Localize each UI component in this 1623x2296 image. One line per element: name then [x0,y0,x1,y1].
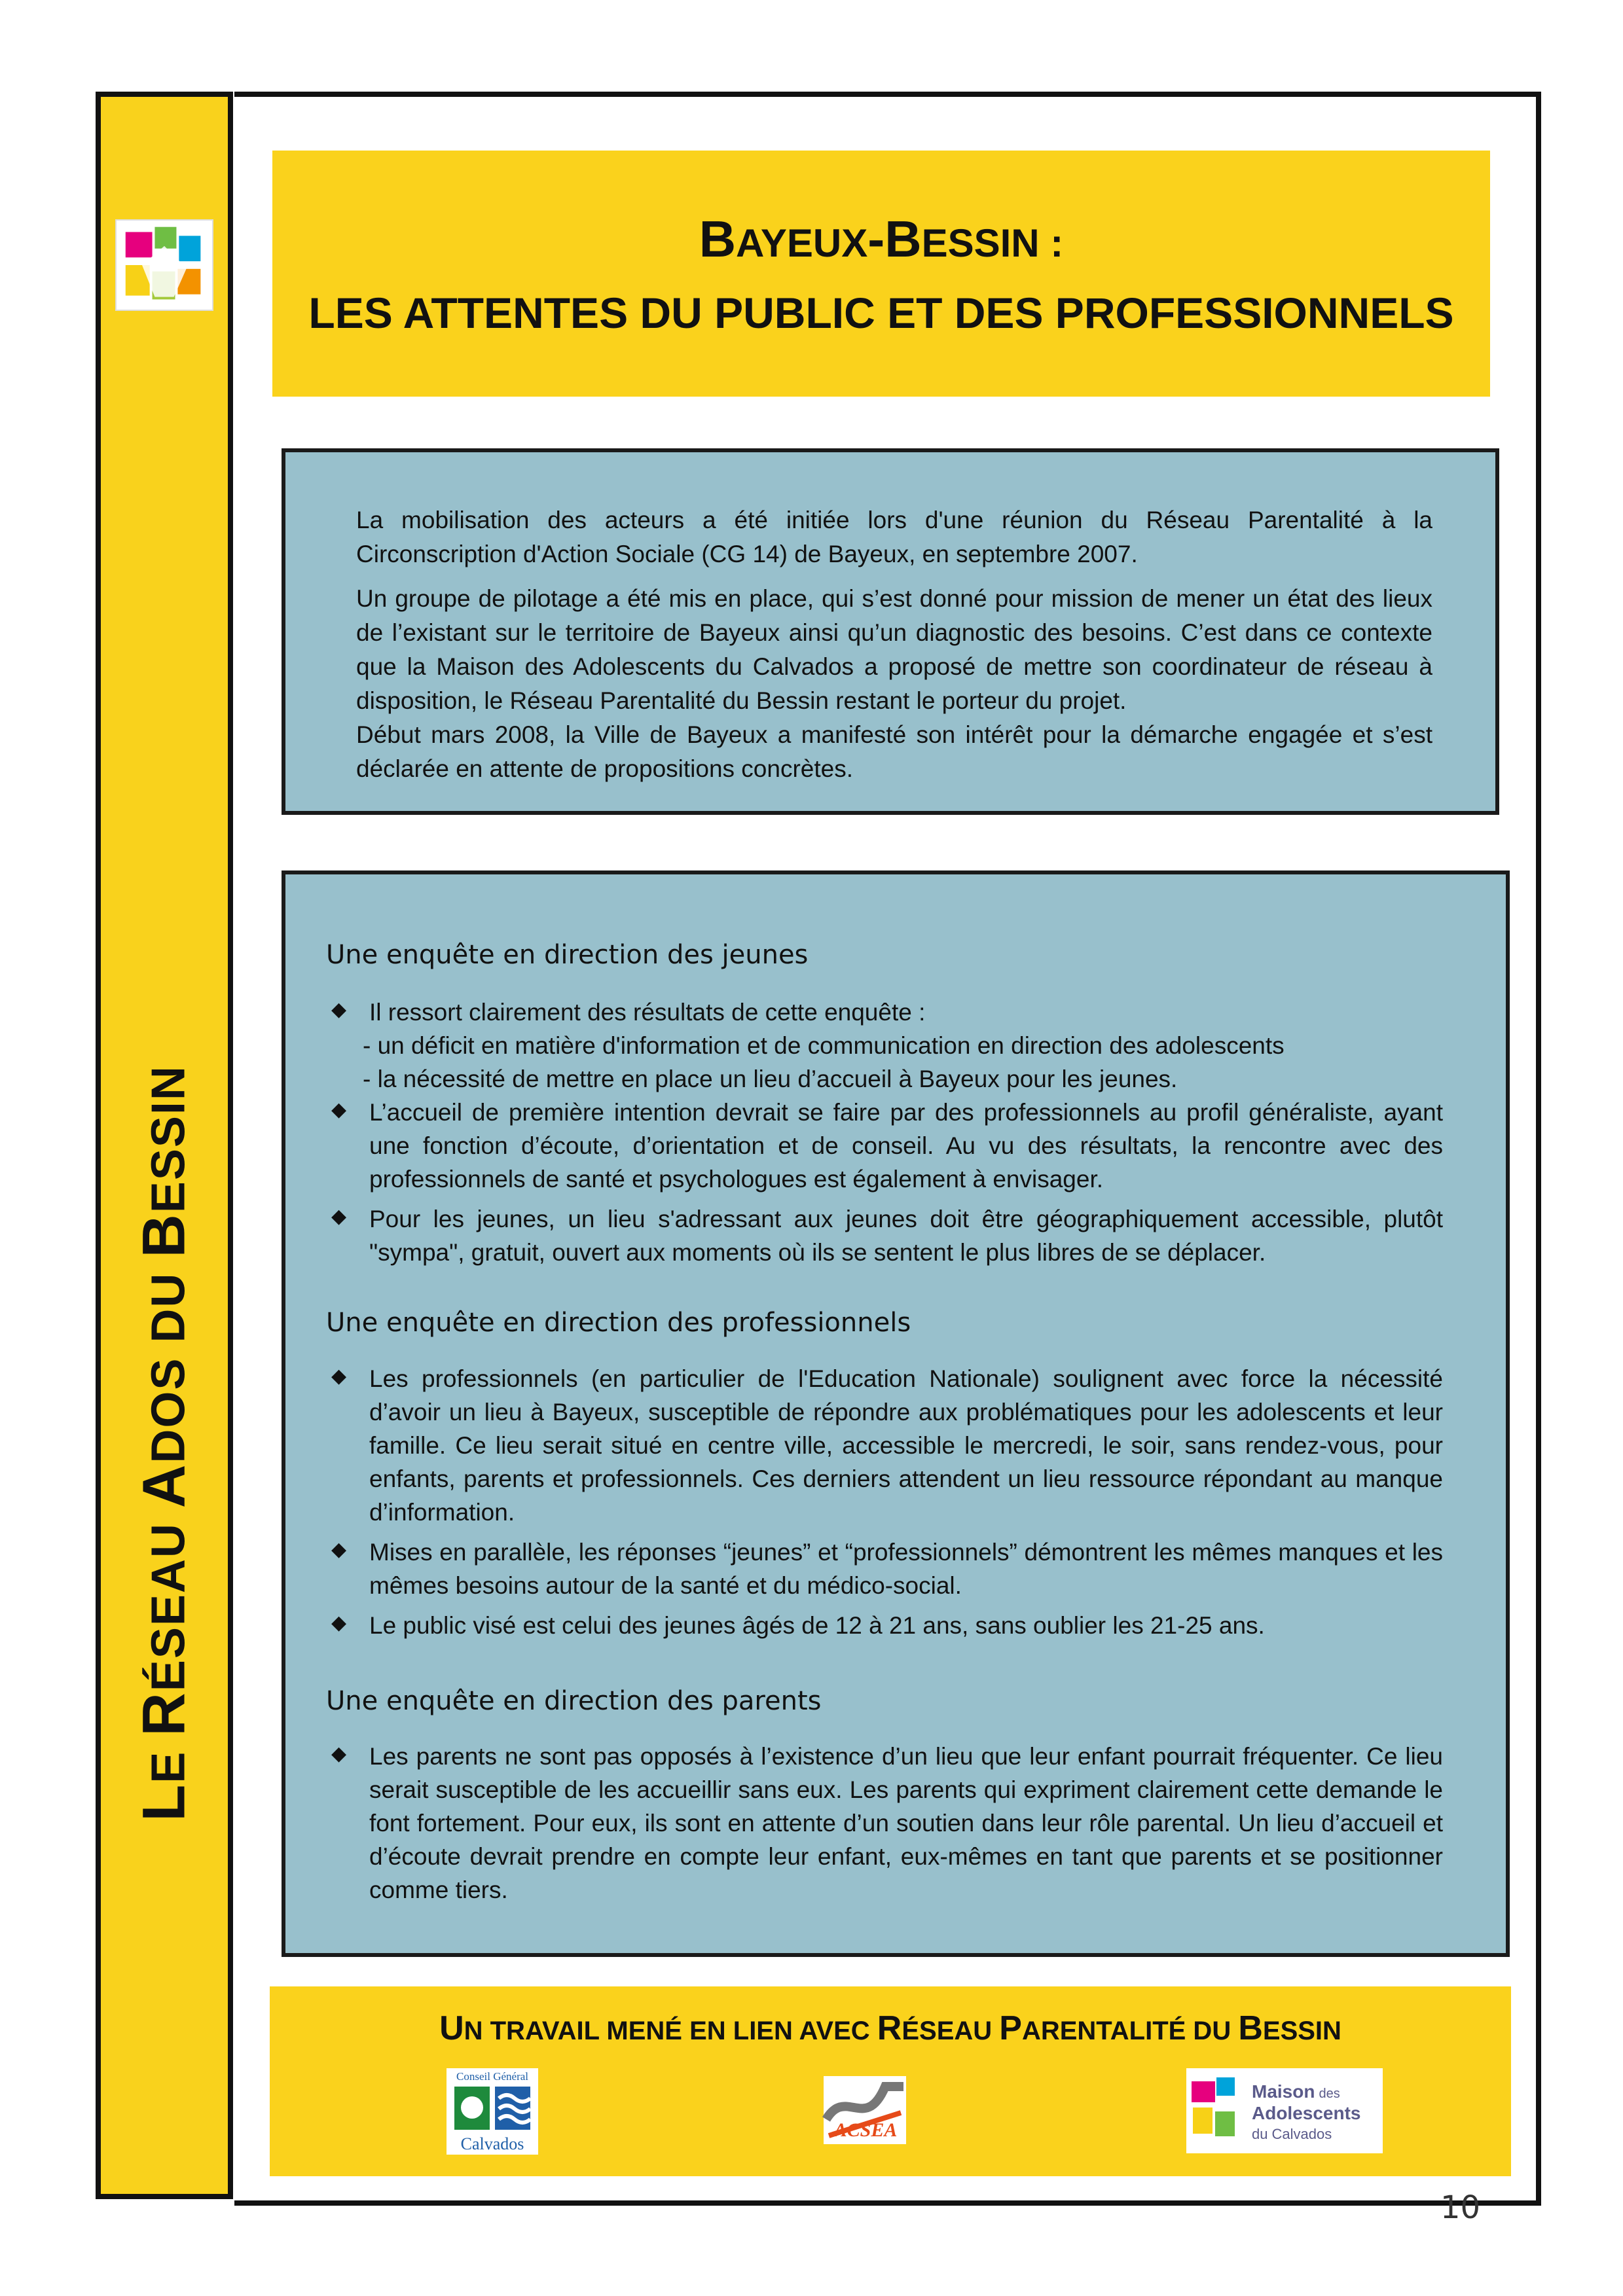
diamond-bullet-icon: ◆ [331,999,347,1020]
svg-text:Calvados: Calvados [460,2134,524,2153]
svg-text:Maisondes: Maison des [1252,2081,1340,2102]
bullet-list-parents [326,1740,1443,1907]
svg-text:Adolescents: Adolescents [1252,2103,1361,2123]
maison-ados-logo [115,219,213,311]
list-item: ◆ Il ressort clairement des résultats de cette enquête : - un déficit en matière d'information et de communication en direction des adolescents - la nécessité de mettre en place un lieu d’accueil à Bayeux pour les jeunes. [326,996,1443,1096]
sub-item: - la nécessité de mettre en place un lieu d’accueil à Bayeux pour les jeunes. [363,1066,1178,1092]
intro-paragraph: Un groupe de pilotage a été mis en place, qui s’est donné pour mission de mener un état des lieux de l’existant sur le territoire de Bayeux ainsi qu’un diagnostic des besoins. C’est dans ce contexte que la Maison des Adolescents du Calvados a proposé de mettre son coordinateur de réseau à disposition, le Réseau Parentalité du Bessin restant le porteur du projet. [356,585,1432,714]
section-heading-professionnels: Une enquête en direction des professionnels [326,1308,911,1338]
intro-paragraph: La mobilisation des acteurs a été initiée lors d'une réunion du Réseau Parentalité à la Circonscription d'Action Sociale (CG 14) de Bayeux, en septembre 2007. [356,507,1432,567]
list-item: ◆ Les professionnels (en particulier de l'Education Nationale) soulignent avec force la nécessité d’avoir un lieu à Bayeux, susceptible de répondre aux problématiques pour les adolescents et leur famille. Ce lieu serait situé en centre ville, accessible le mercredi, le soir, sans rendez-vous, pour enfants, parents et professionnels. Ces derniers attendent un lieu ressource répondant au manque d’information. [326,1362,1443,1529]
list-item: ◆ Le public visé est celui des jeunes âgés de 12 à 21 ans, sans oublier les 21-25 ans. [326,1609,1443,1642]
bullet-list-professionnels [326,1362,1443,1642]
conseil-general-calvados-logo [447,2068,538,2155]
diamond-bullet-icon: ◆ [331,1539,347,1560]
intro-box [282,448,1499,815]
section-heading-parents: Une enquête en direction des parents [326,1686,822,1716]
footer-banner [270,1986,1511,2176]
page-subtitle: LES ATTENTES DU PUBLIC ET DES PROFESSIONNELS [308,289,1454,337]
list-item: ◆ Les parents ne sont pas opposés à l’existence d’un lieu que leur enfant pourrait fréquenter. Ce lieu serait susceptible de les accueillir sans eux. Les parents qui expriment clairement cette demande le font fortement. Pour eux, ils sont en attente d’un soutien dans leur rôle parental. Un lieu d’accueil et d’écoute devrait prendre en compte leur enfant, eux-mêmes en tant que parents et se positionner comme tiers. [326,1740,1443,1907]
svg-text:duCalvados: du Calvados [1252,2126,1332,2142]
svg-text:ACSEA: ACSEA [833,2119,898,2141]
list-item: ◆ L’accueil de première intention devrait se faire par des professionnels au profil généraliste, ayant une fonction d’écoute, d’orientation et de conseil. Au vu des résultats, la rencontre avec des professionnels de santé et psychologues est également à envisager. [326,1096,1443,1196]
intro-paragraph: Début mars 2008, la Ville de Bayeux a manifesté son intérêt pour la démarche engagée et s’est déclarée en attente de propositions concrètes. [356,721,1432,782]
surveys-box [282,870,1510,1957]
list-item: ◆ Mises en parallèle, les réponses “jeunes” et “professionnels” démontrent les mêmes manques et les mêmes besoins autour de la santé et du médico-social. [326,1535,1443,1602]
svg-text:Conseil Général: Conseil Général [456,2070,528,2083]
page-title: BAYEUX-BESSIN : [699,210,1064,268]
diamond-bullet-icon: ◆ [331,1365,347,1387]
header-banner [272,151,1490,397]
intro-text [356,503,1432,786]
section-heading-jeunes: Une enquête en direction des jeunes [326,940,809,970]
maison-des-adolescents-logo [1186,2068,1383,2153]
bullet-list-jeunes [326,996,1443,1269]
diamond-bullet-icon: ◆ [331,1612,347,1634]
footer-title: UN TRAVAIL MENÉ EN LIEN AVEC RÉSEAU PARENTALITÉ DU BESSIN [439,2009,1341,2047]
list-item: ◆ Pour les jeunes, un lieu s'adressant aux jeunes doit être géographiquement accessible, plutôt "sympa", gratuit, ouvert aux moments où ils se sentent le plus libres de se déplacer. [326,1202,1443,1269]
sub-item: - un déficit en matière d'information et de communication en direction des adolescents [363,1032,1285,1059]
acsea-logo [820,2073,910,2147]
diamond-bullet-icon: ◆ [331,1206,347,1227]
diamond-bullet-icon: ◆ [331,1099,347,1121]
page-number: 10 [1440,2189,1481,2226]
spine-title: LE RÉSEAU ADOS DU BESSIN [130,1065,198,1821]
diamond-bullet-icon: ◆ [331,1743,347,1765]
